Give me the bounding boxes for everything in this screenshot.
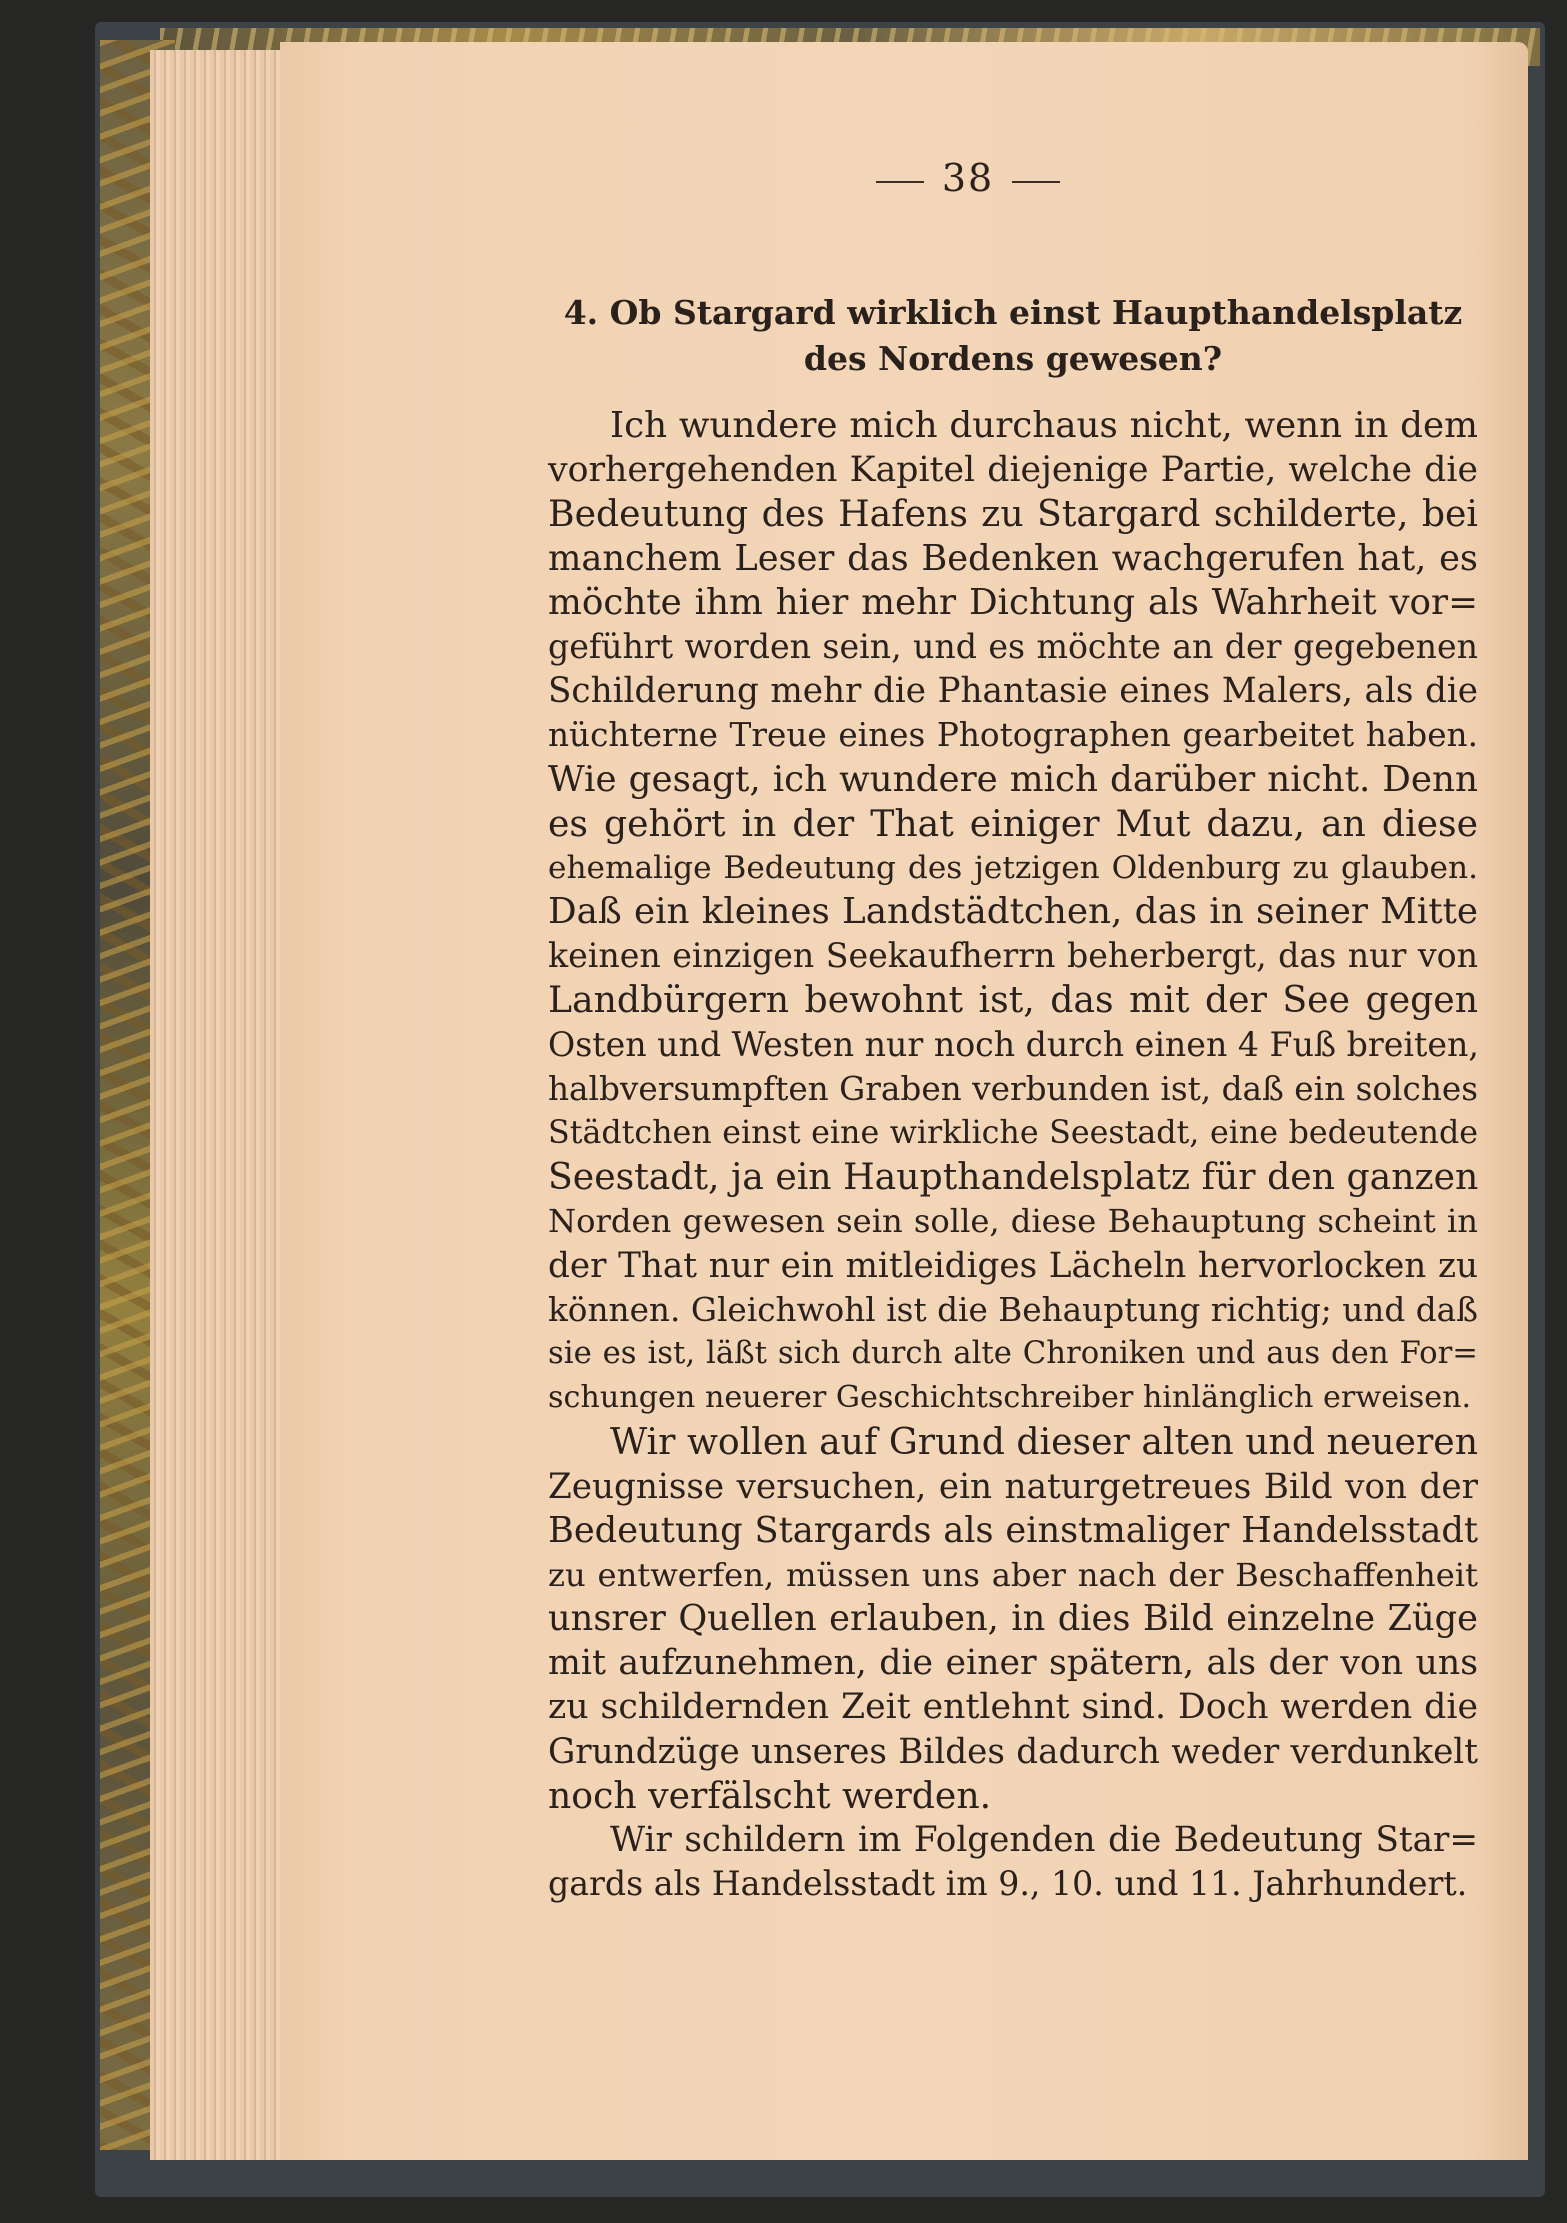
text-line: Ich wundere mich durchaus nicht, wenn in dem [610,405,1478,446]
text-line: Daß ein kleines Landstädtchen, das in seiner Mitte [548,891,1478,933]
text-line: Bedeutung Stargards als einstmaliger Handelsstadt [548,1509,1478,1551]
text-line: zu schildernden Zeit entlehnt sind. Doch werden die [548,1687,1478,1728]
text-line: Schilderung mehr die Phantasie eines Malers, als die [548,671,1478,712]
text-line: Wir wollen auf Grund dieser alten und neueren [610,1420,1478,1464]
text-line: können. Gleichwohl ist die Behauptung richtig; und daß [548,1290,1478,1329]
text-line: möchte ihm hier mehr Dichtung als Wahrheit vor= [548,581,1478,623]
text-line: noch verfälscht werden. [548,1773,992,1817]
text-line: halbversumpften Graben verbunden ist, daß ein solches [548,1069,1478,1108]
text-line: ehemalige Bedeutung des jetzigen Oldenburg zu glauben. [548,849,1478,886]
text-line: Bedeutung des Hafens zu Stargard schilderte, bei [548,492,1478,536]
text-line: Wir schildern im Folgenden die Bedeutung Star= [610,1820,1478,1860]
page-stack-edge [150,50,290,2160]
text-line: der That nur ein mitleidiges Lächeln hervorlocken zu [548,1245,1478,1286]
text-line: zu entwerfen, müssen uns aber nach der Beschaffenheit [548,1555,1478,1594]
paragraph [548,404,1478,1420]
paragraph [548,1818,1478,1906]
text-line: manchem Leser das Bedenken wachgerufen hat, es [548,537,1478,579]
text-line: Grundzüge unseres Bildes dadurch weder verdunkelt [548,1731,1478,1772]
text-line: Landbürgern bewohnt ist, das mit der See gegen [548,978,1478,1022]
page-number: 38 [941,156,995,200]
heading-line-2: des Nordens gewesen? [803,339,1223,378]
text-line: Norden gewesen sein solle, diese Behauptung scheint in [548,1202,1478,1241]
text-line: unsrer Quellen erlauben, in dies Bild einzelne Züge [548,1598,1478,1640]
text-line: keinen einzigen Seekaufherrn beherbergt, das nur von [548,936,1478,976]
body-text [548,404,1478,1906]
text-line: Seestadt, ja ein Haupthandelsplatz für den ganzen [548,1155,1479,1199]
text-line: Wie gesagt, ich wundere mich darüber nicht. Denn [548,758,1478,800]
text-line: nüchterne Treue eines Photographen gearbeitet haben. [548,716,1478,755]
page-content [548,150,1478,1906]
text-line: Städtchen einst eine wirkliche Seestadt, eine bedeutende [548,1115,1478,1151]
text-line: gards als Handelsstadt im 9., 10. und 11. Jahrhundert. [548,1864,1468,1904]
text-line: geführt worden sein, und es möchte an der gegebenen [548,626,1478,666]
paragraph [548,1420,1478,1818]
text-line: mit aufzunehmen, die einer spätern, als der von uns [548,1643,1478,1684]
dash-left [876,181,924,183]
text-line: sie es ist, läßt sich durch alte Chroniken und aus den For= [548,1335,1478,1371]
text-line: Zeugnisse versuchen, ein naturgetreues Bild von der [548,1466,1478,1507]
chapter-heading [548,290,1478,382]
text-line: vorhergehenden Kapitel diejenige Partie, welche die [548,450,1478,491]
dash-right [1012,181,1060,183]
text-line: es gehört in der That einiger Mut dazu, an diese [548,801,1478,845]
heading-line-1: 4. Ob Stargard wirklich einst Haupthandelsplatz [563,293,1463,332]
text-line: Osten und Westen nur noch durch einen 4 Fuß breiten, [548,1024,1479,1064]
page-number-header [458,150,1478,206]
text-line: schungen neuerer Geschichtschreiber hinlänglich erweisen. [548,1380,1472,1416]
